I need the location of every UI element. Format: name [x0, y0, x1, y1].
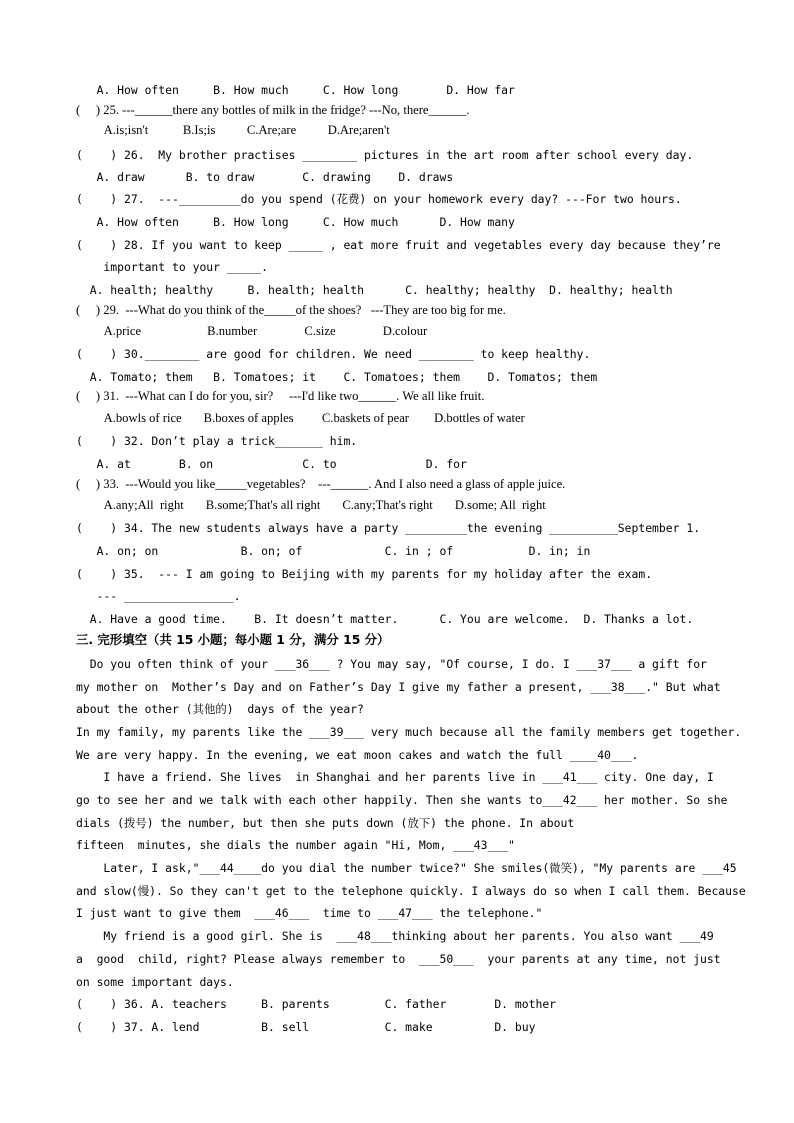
text-line: fifteen minutes, she dials the number again "Hi, Mom, ___43___": [76, 838, 515, 852]
text-line: ( ) 28. If you want to keep _____ , eat more fruit and vegetables every day because they’re: [76, 238, 721, 252]
text-line: about the other (其他的) days of the year?: [76, 702, 364, 716]
text-line: ( ) 25. ---______there any bottles of milk in the fridge? ---No, there______.: [76, 103, 470, 117]
text-line: ( ) 29. ---What do you think of the_____of the shoes? ---They are too big for me.: [76, 303, 506, 317]
text-line: I just want to give them ___46___ time to ___47___ the telephone.": [76, 906, 543, 920]
text-line: ( ) 35. --- I am going to Beijing with my parents for my holiday after the exam.: [76, 567, 653, 581]
text-line: go to see her and we talk with each other happily. Then she wants to___42___ her mother. So she: [76, 793, 728, 807]
text-line: I have a friend. She lives in Shanghai and her parents live in ___41___ city. One day, I: [76, 770, 714, 784]
text-line: A. Have a good time. B. It doesn’t matter. C. You are welcome. D. Thanks a lot.: [76, 612, 694, 626]
text-line: A.is;isn't B.Is;is C.Are;are D.Are;aren't: [76, 123, 390, 137]
text-line: ( ) 30.________ are good for children. We need ________ to keep healthy.: [76, 347, 591, 361]
text-line: ( ) 27. ---_________do you spend (花费) on your homework every day? ---For two hours.: [76, 192, 682, 206]
text-line: Do you often think of your ___36___ ? You may say, "Of course, I do. I ___37___ a gift for: [76, 657, 707, 671]
text-line: --- ________________.: [76, 589, 241, 603]
text-line: A.bowls of rice B.boxes of apples C.baskets of pear D.bottles of water: [76, 411, 525, 425]
text-line: In my family, my parents like the ___39___ very much because all the family members get together.: [76, 725, 742, 739]
text-line: A.any;All right B.some;That's all right C.any;That's right D.some; All right: [76, 498, 546, 512]
text-line: my mother on Mother’s Day and on Father’s Day I give my father a present, ___38___." But what: [76, 680, 721, 694]
text-line: A. draw B. to draw C. drawing D. draws: [76, 170, 454, 184]
text-line: A. How often B. How much C. How long D. How far: [76, 83, 515, 97]
text-line: A. on; on B. on; of C. in ; of D. in; in: [76, 544, 591, 558]
text-line: A. Tomato; them B. Tomatoes; it C. Tomatoes; them D. Tomatos; them: [76, 370, 598, 384]
text-line: 三. 完形填空（共 15 小题；每小题 1 分，满分 15 分）: [76, 632, 390, 647]
text-line: A. at B. on C. to D. for: [76, 457, 467, 471]
text-line: ( ) 33. ---Would you like_____vegetables? ---______. And I also need a glass of apple juice.: [76, 477, 566, 491]
text-line: Later, I ask,"___44____do you dial the number twice?" She smiles(微笑), "My parents are ___45: [76, 861, 737, 875]
text-line: a good child, right? Please always remember to ___50___ your parents at any time, not just: [76, 952, 721, 966]
text-line: We are very happy. In the evening, we eat moon cakes and watch the full ____40___.: [76, 748, 639, 762]
text-line: dials (拨号) the number, but then she puts down (放下) the phone. In about: [76, 816, 575, 830]
text-line: ( ) 34. The new students always have a party _________the evening __________September 1.: [76, 521, 701, 535]
text-line: A. How often B. How long C. How much D. How many: [76, 215, 515, 229]
text-line: ( ) 32. Don’t play a trick_______ him.: [76, 434, 358, 448]
text-line: ( ) 37. A. lend B. sell C. make D. buy: [76, 1020, 536, 1034]
text-line: ( ) 31. ---What can I do for you, sir? ---I'd like two______. We all like fruit.: [76, 389, 485, 403]
text-line: ( ) 26. My brother practises ________ pictures in the art room after school every day.: [76, 148, 694, 162]
text-line: My friend is a good girl. She is ___48___thinking about her parents. You also want ___49: [76, 929, 714, 943]
text-line: A.price B.number C.size D.colour: [76, 324, 428, 338]
text-line: on some important days.: [76, 975, 234, 989]
text-line: A. health; healthy B. health; health C. healthy; healthy D. healthy; health: [76, 283, 673, 297]
text-line: important to your _____.: [76, 260, 269, 274]
text-line: ( ) 36. A. teachers B. parents C. father D. mother: [76, 997, 557, 1011]
text-line: and slow(慢). So they can't get to the telephone quickly. I always do so when I call them. Because: [76, 884, 746, 898]
